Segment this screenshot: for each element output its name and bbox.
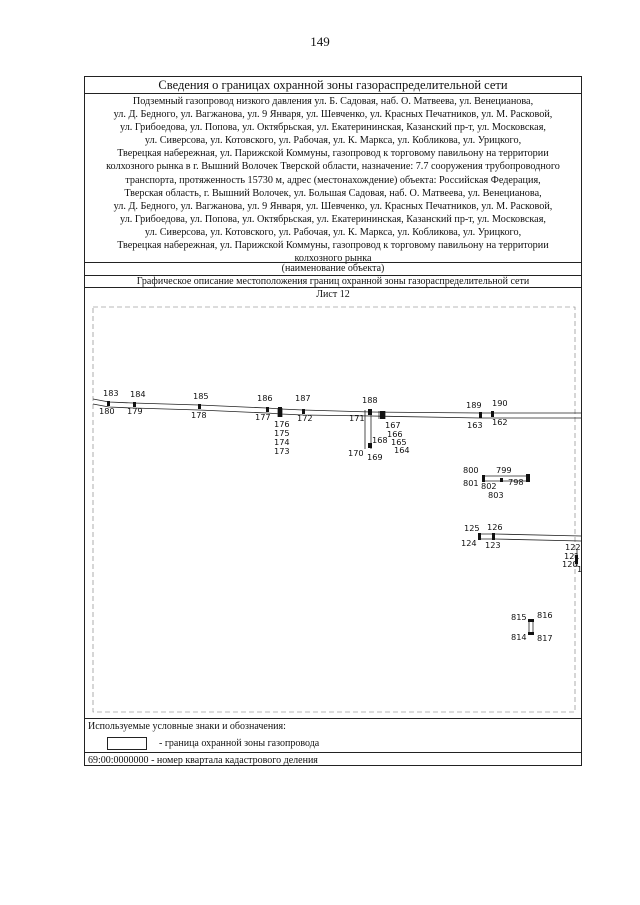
point-label: 175 — [274, 428, 290, 438]
legend-row-cadastral — [88, 755, 318, 766]
point-label: 174 — [274, 437, 290, 447]
point-label: 120 — [562, 559, 578, 569]
point-label: 164 — [394, 445, 410, 455]
boundary-label: - граница охранной зоны газопровода — [159, 738, 320, 749]
description-line: ул. Сиверсова, ул. Котовского, ул. Рабочая, ул. К. Маркса, ул. Кобликова, ул. Урицкого, — [144, 135, 522, 147]
cadastral-code: 69:00:0000000 — [88, 755, 149, 766]
point-label: 172 — [297, 413, 313, 423]
point-label: 190 — [492, 398, 508, 408]
point-labels-block-125 — [461, 522, 582, 574]
point-label: 125 — [464, 523, 480, 533]
page-number: 149 — [310, 34, 330, 49]
point-labels-block-800 — [463, 465, 524, 500]
point-label: 800 — [463, 465, 479, 475]
section-title: Сведения о границах охранной зоны газораспределительной сети — [85, 77, 581, 94]
description-line: ул. Сиверсова, ул. Котовского, ул. Рабочая, ул. К. Маркса, ул. Кобликова, ул. Урицкого, — [144, 226, 522, 238]
description-line: ул. Д. Бедного, ул. Вагжанова, ул. 9 Января, ул. Шевченко, ул. Красных Печатников, ул. М. Расковой, — [113, 200, 553, 212]
point-label: 798 — [508, 477, 524, 487]
sheet-label: Лист 12 — [316, 289, 350, 300]
point-label: 177 — [255, 412, 271, 422]
description-line: Подземный газопровод низкого давления ул. Б. Садовая, наб. О. Матвеева, ул. Венецианова, — [132, 96, 534, 107]
legend-row-boundary — [107, 737, 319, 750]
point-label: 185 — [193, 391, 209, 401]
description-line: транспорта, протяженность 15730 м, адрес (местонахождение) объекта: Российская Федерация, — [125, 174, 541, 186]
boundary-map — [85, 77, 581, 717]
point-labels-column-a — [274, 419, 290, 456]
point-label: 123 — [485, 540, 501, 550]
point-label: 1 — [577, 564, 583, 574]
point-label: 183 — [103, 388, 119, 398]
point-label: 121 — [564, 551, 580, 561]
point-label: 188 — [362, 395, 378, 405]
point-label: 171 — [349, 413, 365, 423]
point-label: 180 — [99, 406, 115, 416]
description-line: Тверская область, г. Вышний Волочек, ул. Большая Садовая, наб. О. Матвеева, ул. Венецианова, — [124, 187, 542, 199]
point-label: 187 — [295, 393, 311, 403]
point-label: 799 — [496, 465, 512, 475]
point-label: 169 — [367, 452, 383, 462]
point-label: 189 — [466, 400, 482, 410]
point-label: 126 — [487, 522, 503, 532]
point-label: 170 — [348, 448, 364, 458]
point-label: 815 — [511, 612, 527, 622]
point-label: 163 — [467, 420, 483, 430]
description-line: колхозного рынка в г. Вышний Волочек Тверской области, назначение: 7.7 сооружения трубопроводного — [106, 161, 560, 173]
object-name-label: (наименование объекта) — [85, 262, 581, 276]
point-label: 817 — [537, 633, 553, 643]
description-line: колхозного рынка — [294, 253, 372, 265]
point-label: 814 — [511, 632, 527, 642]
description-line: ул. Грибоедова, ул. Попова, ул. Октябрьская, ул. Екатерининская, Казанский пр-т, ул. Московская, — [120, 122, 546, 134]
point-label: 801 — [463, 478, 479, 488]
point-label: 184 — [130, 389, 146, 399]
point-label: 167 — [385, 420, 401, 430]
pipeline-main — [93, 399, 581, 449]
point-label: 162 — [492, 417, 508, 427]
point-label: 176 — [274, 419, 290, 429]
point-labels-column-b — [385, 420, 410, 455]
document-frame — [84, 76, 582, 766]
graphic-description-title: Графическое описание местоположения границ охранной зоны газораспределительной сети — [85, 276, 581, 288]
point-labels-top — [103, 388, 508, 410]
legend-divider — [85, 718, 581, 719]
description-line: ул. Д. Бедного, ул. Вагжанова, ул. 9 Января, ул. Шевченко, ул. Красных Печатников, ул. М. Расковой, — [113, 109, 553, 121]
point-label: 803 — [488, 490, 504, 500]
legend-title: Используемые условные знаки и обозначения: — [88, 721, 286, 732]
point-label: 179 — [127, 406, 143, 416]
map-frame — [93, 307, 575, 712]
point-label: 816 — [537, 610, 553, 620]
point-label: 165 — [391, 437, 407, 447]
description-line: Тверецкая набережная, ул. Парижской Коммуны, газопровод к торговому павильону на территории — [117, 148, 549, 160]
description-line: ул. Грибоедова, ул. Попова, ул. Октябрьская, ул. Екатерининская, Казанский пр-т, ул. Московская, — [120, 213, 546, 225]
point-label: 173 — [274, 446, 290, 456]
point-label: 186 — [257, 393, 273, 403]
point-label: 166 — [387, 429, 403, 439]
boundary-symbol — [107, 737, 147, 750]
cadastral-label: - номер квартала кадастрового деления — [151, 755, 318, 766]
pipeline-vertices — [107, 401, 494, 448]
description-line: Тверецкая набережная, ул. Парижской Коммуны, газопровод к торговому павильону на территории — [117, 240, 549, 252]
point-labels-cluster-168 — [348, 435, 388, 462]
point-labels-block-815 — [511, 610, 553, 643]
legend-divider — [85, 752, 581, 753]
point-label: 124 — [461, 538, 477, 548]
point-label: 178 — [191, 410, 207, 420]
point-label: 168 — [372, 435, 388, 445]
point-label: 122 — [565, 542, 581, 552]
point-label: 802 — [481, 481, 497, 491]
